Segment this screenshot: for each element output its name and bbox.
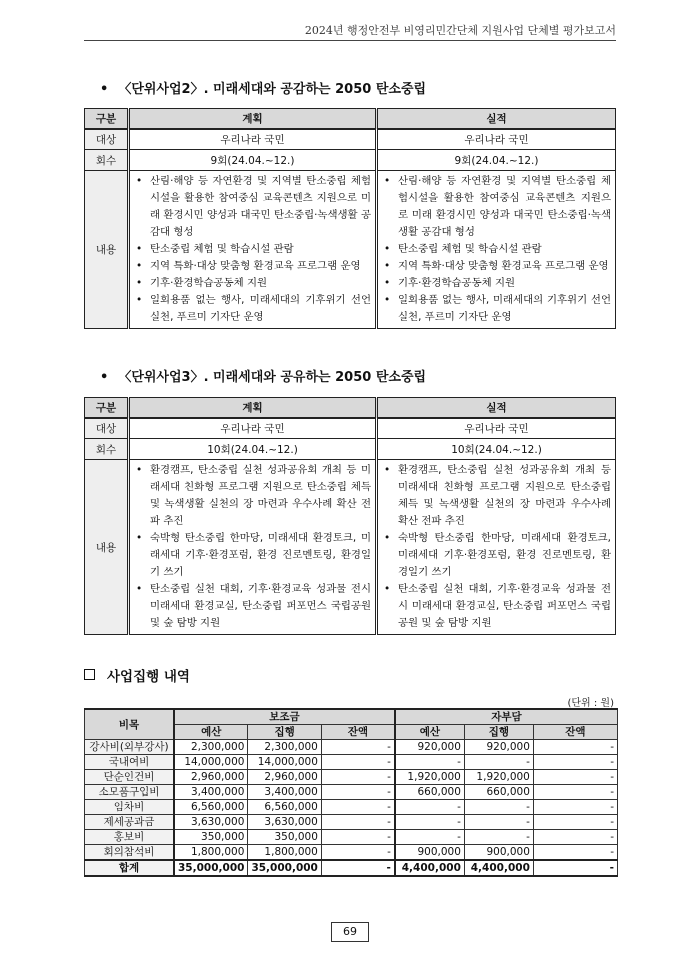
target-row [85,129,616,150]
content-label: 내용 [85,460,129,635]
table-row [85,740,618,755]
header-subsidy-balance: 잔액 [321,725,395,740]
budget-cell-s-budget: 14,000,000 [174,755,248,770]
content-label: 내용 [85,171,129,329]
budget-cell-s-budget: 3,400,000 [174,785,248,800]
budget-cell-o-budget: 4,400,000 [395,860,465,876]
budget-cell-o-budget: 660,000 [395,785,465,800]
header-plan: 계획 [129,398,377,418]
checkbox-square-icon [84,669,95,680]
content-result-cell [377,171,616,329]
header-self-funded: 자부담 [395,709,618,725]
budget-cell-s-exec: 2,300,000 [248,740,321,755]
budget-cell-o-bal: - [533,860,617,876]
table-row [85,830,618,845]
budget-cell-s-bal: - [321,860,395,876]
budget-cell-s-bal: - [321,845,395,861]
header-subsidy-budget: 예산 [174,725,248,740]
unit-note: (단위 : 원) [567,698,614,709]
budget-cell-s-exec: 2,960,000 [248,770,321,785]
table-row [85,815,618,830]
budget-cell-o-exec: - [464,830,533,845]
table-row [85,845,618,861]
budget-cell-s-exec: 1,800,000 [248,845,321,861]
budget-cell-s-budget: 6,560,000 [174,800,248,815]
budget-cell-o-bal: - [533,770,617,785]
content-plan-cell [129,460,377,635]
content-list-item: • 지역 특화·대상 맞춤형 환경교육 프로그램 운영 [134,258,371,275]
count-row [85,439,616,460]
budget-execution-table [84,708,618,877]
budget-cell-s-budget: 2,300,000 [174,740,248,755]
budget-item-name: 임차비 [85,800,175,815]
content-list-item: • 환경캠프, 탄소중립 실천 성과공유회 개최 등 미래세대 친화형 프로그램 지원으로 탄소중립 체득 및 녹색생활 실천의 장 마련과 우수사례 확산 전파 추진 [134,462,371,530]
budget-cell-o-exec: - [464,800,533,815]
budget-cell-o-exec: 920,000 [464,740,533,755]
content-list-item: • 기후·환경학습공동체 지원 [382,275,611,292]
content-list-item: • 탄소중립 체험 및 학습시설 관람 [382,241,611,258]
unit-project-3-heading [100,366,426,385]
budget-total-row [85,860,618,876]
content-result-cell [377,460,616,635]
budget-cell-o-bal: - [533,815,617,830]
header-subsidy-exec: 집행 [248,725,321,740]
target-plan: 우리나라 국민 [129,418,377,439]
budget-header-row-1 [85,709,618,725]
content-plan-list [134,462,371,632]
header-category: 구분 [85,398,129,418]
budget-cell-o-bal: - [533,755,617,770]
content-list-item: • 일회용품 없는 행사, 미래세대의 기후위기 선언 실천, 푸르미 기자단 운영 [134,292,371,326]
header-item: 비목 [85,709,175,740]
budget-cell-s-bal: - [321,800,395,815]
header-category: 구분 [85,109,129,129]
budget-body [85,740,618,877]
budget-item-name: 합계 [85,860,175,876]
budget-cell-o-budget: 1,920,000 [395,770,465,785]
execution-section-title [84,665,190,685]
table-row [85,785,618,800]
header-self-balance: 잔액 [533,725,617,740]
count-label: 회수 [85,150,129,171]
content-list-item: • 지역 특화·대상 맞춤형 환경교육 프로그램 운영 [382,258,611,275]
content-row [85,460,616,635]
execution-title-text: 사업집행 내역 [107,669,190,685]
table-header-row [85,398,616,418]
budget-cell-o-bal: - [533,800,617,815]
content-list-item: • 기후·환경학습공동체 지원 [134,275,371,292]
target-result: 우리나라 국민 [377,418,616,439]
budget-item-name: 회의참석비 [85,845,175,861]
budget-cell-o-budget: 920,000 [395,740,465,755]
budget-cell-s-budget: 35,000,000 [174,860,248,876]
table-row [85,755,618,770]
target-row [85,418,616,439]
count-result: 10회(24.04.~12.) [377,439,616,460]
count-row [85,150,616,171]
budget-cell-o-bal: - [533,845,617,861]
header-self-budget: 예산 [395,725,465,740]
budget-cell-s-bal: - [321,815,395,830]
budget-cell-s-exec: 14,000,000 [248,755,321,770]
count-plan: 10회(24.04.~12.) [129,439,377,460]
heading-bullet: • [100,370,109,385]
header-result: 실적 [377,109,616,129]
target-label: 대상 [85,129,129,150]
content-list-item: • 탄소중립 체험 및 학습시설 관람 [134,241,371,258]
budget-cell-o-exec: 660,000 [464,785,533,800]
header-subsidy: 보조금 [174,709,395,725]
budget-cell-s-budget: 350,000 [174,830,248,845]
unit-project-2-title: 〈단위사업2〉. 미래세대와 공감하는 2050 탄소중립 [118,82,427,97]
budget-cell-s-bal: - [321,740,395,755]
content-list-item: • 산림·해양 등 자연환경 및 지역별 탄소중립 체험시설을 활용한 참여중심 교육콘텐츠 지원으로 미래 환경시민 양성과 대국민 탄소중립·녹색생활 공감대 형성 [134,173,371,241]
budget-cell-o-exec: 4,400,000 [464,860,533,876]
unit-project-2-heading [100,78,426,97]
budget-cell-o-exec: - [464,815,533,830]
unit-project-3-table [84,397,616,635]
page-number: 69 [331,922,369,942]
table-header-row [85,109,616,129]
content-list-item: • 숙박형 탄소중립 한마당, 미래세대 환경토크, 미래세대 기후·환경포럼, 환경 진로멘토링, 환경일기 쓰기 [134,530,371,581]
content-result-list [382,462,611,632]
budget-item-name: 단순인건비 [85,770,175,785]
budget-cell-s-exec: 350,000 [248,830,321,845]
target-result: 우리나라 국민 [377,129,616,150]
page-header-title: 2024년 행정안전부 비영리민간단체 지원사업 단체별 평가보고서 [304,24,616,37]
budget-item-name: 소모품구입비 [85,785,175,800]
budget-item-name: 제세공과금 [85,815,175,830]
budget-cell-s-exec: 35,000,000 [248,860,321,876]
budget-cell-s-exec: 6,560,000 [248,800,321,815]
budget-cell-o-exec: - [464,755,533,770]
budget-cell-o-bal: - [533,785,617,800]
content-row [85,171,616,329]
budget-cell-s-bal: - [321,830,395,845]
budget-cell-s-exec: 3,400,000 [248,785,321,800]
budget-cell-s-bal: - [321,755,395,770]
budget-item-name: 강사비(외부강사) [85,740,175,755]
header-divider [84,40,616,41]
budget-cell-s-exec: 3,630,000 [248,815,321,830]
content-list-item: • 탄소중립 실천 대회, 기후·환경교육 성과물 전시 미래세대 환경교실, 탄소중립 퍼포먼스 국립공원 및 숲 탐방 지원 [134,581,371,632]
content-list-item: • 일회용품 없는 행사, 미래세대의 기후위기 선언 실천, 푸르미 기자단 운영 [382,292,611,326]
budget-cell-o-budget: - [395,815,465,830]
content-result-list [382,173,611,326]
budget-cell-o-bal: - [533,740,617,755]
budget-item-name: 홍보비 [85,830,175,845]
header-result: 실적 [377,398,616,418]
content-list-item: • 환경캠프, 탄소중립 실천 성과공유회 개최 등 미래세대 친화형 프로그램 지원으로 탄소중립 체득 및 녹색생활 실천의 장 마련과 우수사례 확산 전파 추진 [382,462,611,530]
count-plan: 9회(24.04.~12.) [129,150,377,171]
content-plan-list [134,173,371,326]
budget-cell-o-budget: - [395,755,465,770]
count-result: 9회(24.04.~12.) [377,150,616,171]
target-plan: 우리나라 국민 [129,129,377,150]
content-list-item: • 탄소중립 실천 대회, 기후·환경교육 성과물 전시 미래세대 환경교실, 탄소중립 퍼포먼스 국립공원 및 숲 탐방 지원 [382,581,611,632]
unit-project-3-title: 〈단위사업3〉. 미래세대와 공유하는 2050 탄소중립 [118,370,427,385]
header-self-exec: 집행 [464,725,533,740]
count-label: 회수 [85,439,129,460]
budget-cell-o-exec: 1,920,000 [464,770,533,785]
budget-cell-o-budget: - [395,830,465,845]
heading-bullet: • [100,82,109,97]
budget-cell-o-exec: 900,000 [464,845,533,861]
budget-cell-s-bal: - [321,785,395,800]
budget-cell-s-budget: 3,630,000 [174,815,248,830]
content-list-item: • 숙박형 탄소중립 한마당, 미래세대 환경토크, 미래세대 기후·환경포럼, 환경 진로멘토링, 환경일기 쓰기 [382,530,611,581]
budget-cell-s-bal: - [321,770,395,785]
target-label: 대상 [85,418,129,439]
budget-cell-o-budget: 900,000 [395,845,465,861]
budget-cell-s-budget: 1,800,000 [174,845,248,861]
unit-project-2-table [84,108,616,329]
table-row [85,770,618,785]
budget-item-name: 국내여비 [85,755,175,770]
table-row [85,800,618,815]
header-plan: 계획 [129,109,377,129]
budget-cell-o-bal: - [533,830,617,845]
budget-cell-s-budget: 2,960,000 [174,770,248,785]
budget-cell-o-budget: - [395,800,465,815]
content-plan-cell [129,171,377,329]
content-list-item: • 산림·해양 등 자연환경 및 지역별 탄소중립 체험시설을 활용한 참여중심 교육콘텐츠 지원으로 미래 환경시민 양성과 대국민 탄소중립·녹색생활 공감대 형성 [382,173,611,241]
